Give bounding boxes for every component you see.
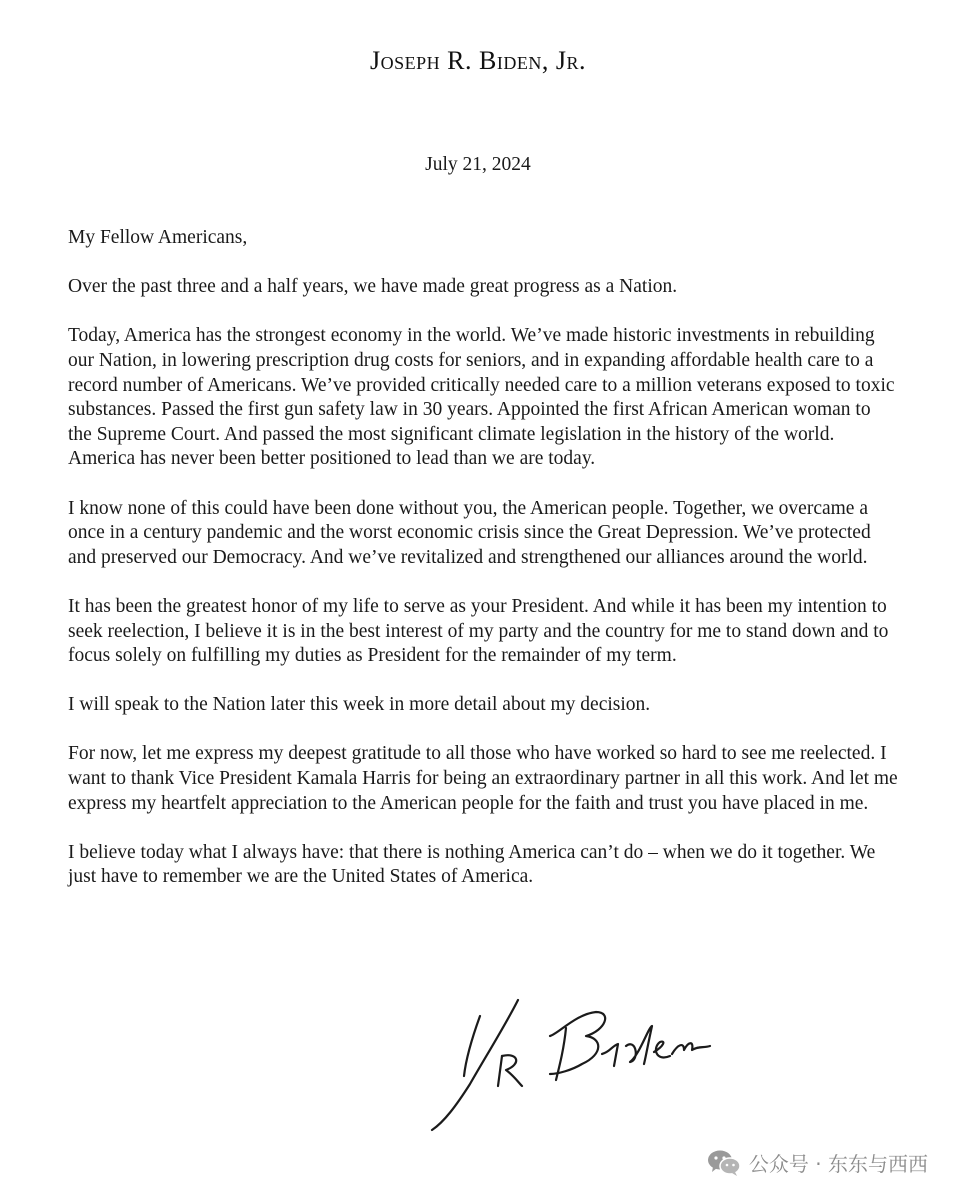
letter-body xyxy=(68,226,898,915)
paragraph-7: I believe today what I always have: that there is nothing America can’t do – when we do it together. We just have to remember we are the United States of America. xyxy=(68,841,876,888)
paragraph-6: For now, let me express my deepest gratitude to all those who have worked so hard to see me reelected. I want to thank Vice President Kamala Harris for being an extraordinary partner in all this work. And let me express my heartfelt appreciation to the American people for the faith and trust you have placed in me. xyxy=(68,743,898,814)
paragraph-1: Over the past three and a half years, we have made great progress as a Nation. xyxy=(68,276,678,298)
handwritten-signature xyxy=(426,994,716,1134)
salutation: My Fellow Americans, xyxy=(68,227,248,248)
letterhead-name: Joseph R. Biden, Jr. xyxy=(370,46,586,75)
watermark xyxy=(707,1148,928,1177)
paragraph-2: Today, America has the strongest economy in the world. We’ve made historic investments in rebuilding our Nation, in lowering prescription drug costs for seniors, and in expanding affordable health care to a record number of Americans. We’ve provided critically needed care to a million veterans exposed to toxic substances. Passed the first gun safety law in 30 years. Appointed the first African American woman to the Supreme Court. And passed the most significant climate legislation in the history of the world. America has never been better positioned to lead than we are today. xyxy=(68,325,895,470)
letter-date: July 21, 2024 xyxy=(425,154,531,175)
paragraph-5: I will speak to the Nation later this week in more detail about my decision. xyxy=(68,694,651,716)
wechat-icon xyxy=(707,1149,741,1177)
paragraph-3: I know none of this could have been done without you, the American people. Together, we overcame a once in a century pandemic and the worst economic crisis since the Great Depression. We’ve protected and preserved our Democracy. And we’ve revitalized and strengthened our alliances around the world. xyxy=(68,497,871,568)
watermark-text: 公众号 · 东东与西西 xyxy=(748,1152,928,1176)
paragraph-4: It has been the greatest honor of my life to serve as your President. And while it has been my intention to seek reelection, I believe it is in the best interest of my party and the country for me to stand down and to focus solely on fulfilling my duties as President for the remainder of my term. xyxy=(68,595,889,667)
